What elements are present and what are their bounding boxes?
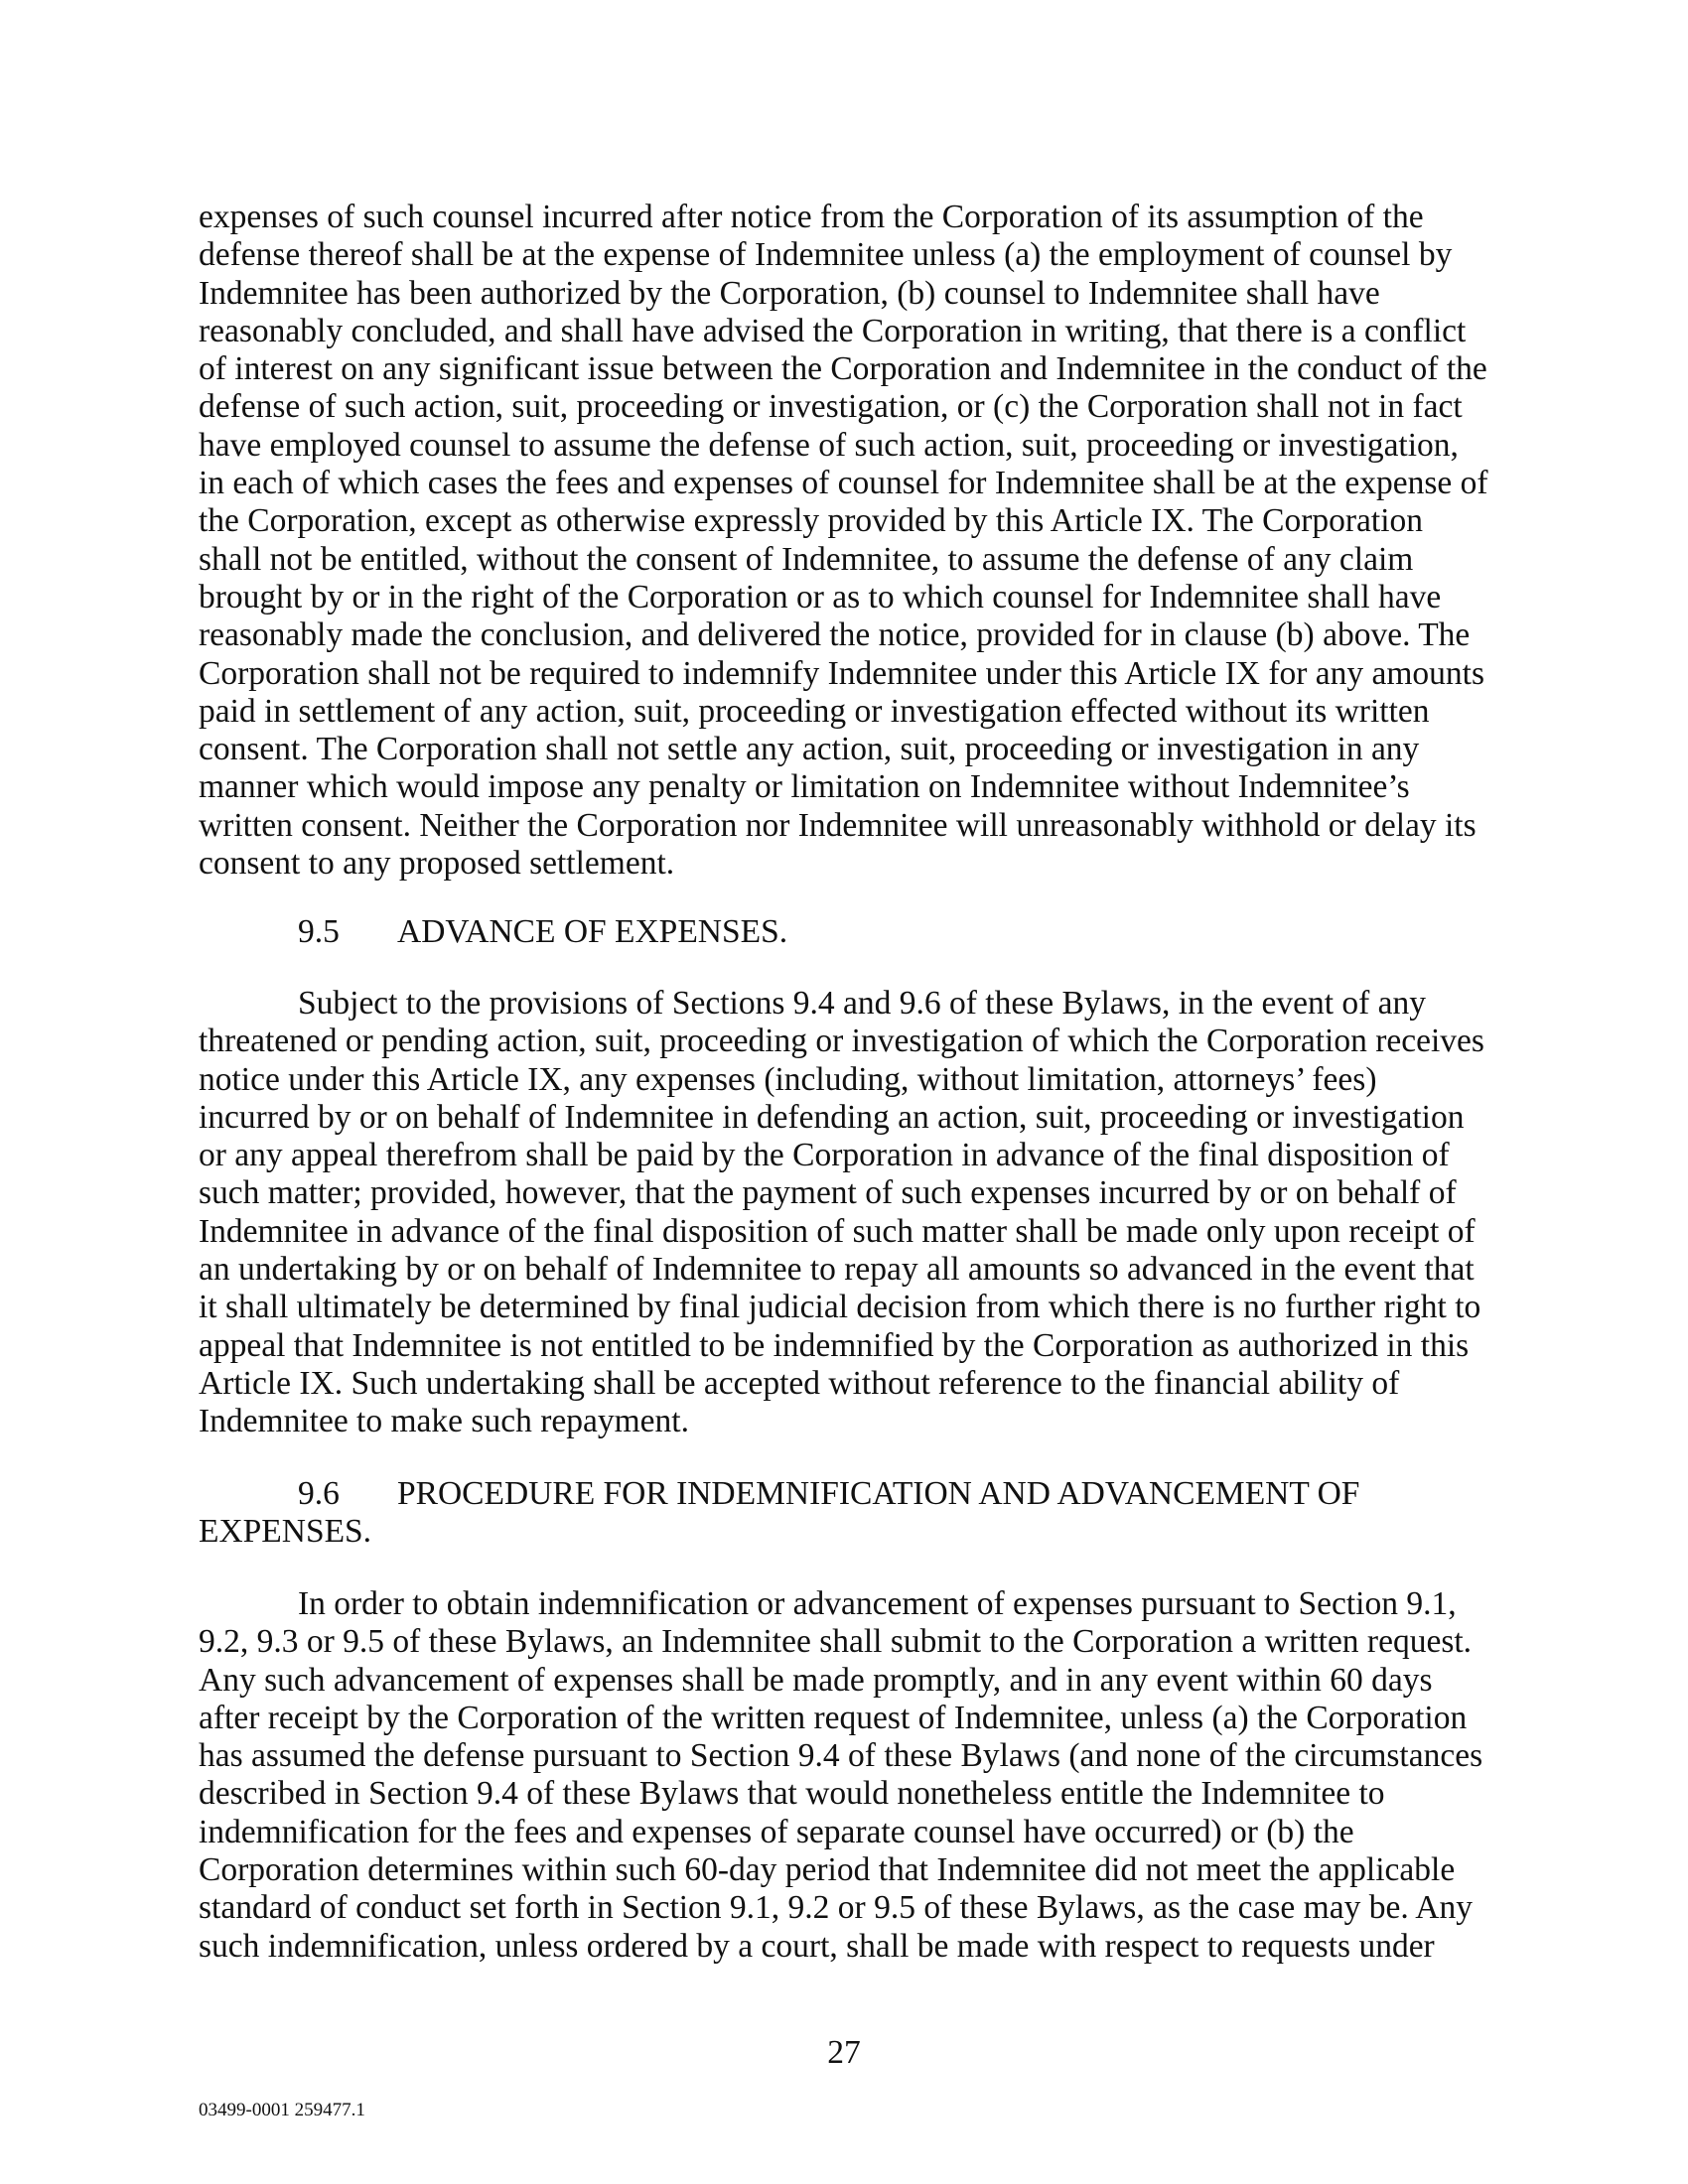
- document-id: 03499-0001 259477.1: [199, 2100, 365, 2120]
- section-9-6-title: PROCEDURE FOR INDEMNIFICATION AND ADVANCEMENT OF EXPENSES.: [199, 1475, 1360, 1551]
- section-9-5-title: ADVANCE OF EXPENSES.: [397, 913, 788, 950]
- continuation-paragraph: expenses of such counsel incurred after notice from the Corporation of its assumption of the defense thereof shall be at the expense of Indemnitee unless (a) the employment of counsel by Indemnitee has been authorized by the Corporation, (b) counsel to Indemnitee shall have reasonably concluded, and shall have advised the Corporation in writing, that there is a conflict of interest on any significant issue between the Corporation and Indemnitee in the conduct of the defense of such action, suit, proceeding or investigation, or (c) the Corporation shall not in fact have employed counsel to assume the defense of such action, suit, proceeding or investigation, in each of which cases the fees and expenses of counsel for Indemnitee shall be at the expense of the Corporation, except as otherwise expressly provided by this Article IX. The Corporation shall not be entitled, without the consent of Indemnitee, to assume the defense of any claim brought by or in the right of the Corporation or as to which counsel for Indemnitee shall have reasonably made the conclusion, and delivered the notice, provided for in clause (b) above. The Corporation shall not be required to indemnify Indemnitee under this Article IX for any amounts paid in settlement of any action, suit, proceeding or investigation effected without its written consent. The Corporation shall not settle any action, suit, proceeding or investigation in any manner which would impose any penalty or limitation on Indemnitee without Indemnitee’s written consent. Neither the Corporation nor Indemnitee will unreasonably withhold or delay its consent to any proposed settlement.: [199, 199, 1488, 883]
- section-9-5-number: 9.5: [298, 913, 340, 950]
- page-number: 27: [827, 2034, 861, 2071]
- section-9-5-paragraph: Subject to the provisions of Sections 9.4 and 9.6 of these Bylaws, in the event of any threatened or pending action, suit, proceeding or investigation of which the Corporation receives notice under this Article IX, any expenses (including, without limitation, attorneys’ fees) incurred by or on behalf of Indemnitee in defending an action, suit, proceeding or investigation or any appeal therefrom shall be paid by the Corporation in advance of the final disposition of such matter; provided, however, that the payment of such expenses incurred by or on behalf of Indemnitee in advance of the final disposition of such matter shall be made only upon receipt of an undertaking by or on behalf of Indemnitee to repay all amounts so advanced in the event that it shall ultimately be determined by final judicial decision from which there is no further right to appeal that Indemnitee is not entitled to be indemnified by the Corporation as authorized in this Article IX. Such undertaking shall be accepted without reference to the financial ability of Indemnitee to make such repayment.: [199, 985, 1484, 1440]
- section-9-5-heading: [199, 913, 1489, 951]
- section-9-6-number: 9.6: [298, 1475, 340, 1512]
- section-9-6-heading: [199, 1475, 1489, 1552]
- section-9-6-paragraph: In order to obtain indemnification or advancement of expenses pursuant to Section 9.1, 9.2, 9.3 or 9.5 of these Bylaws, an Indemnitee shall submit to the Corporation a written request. Any such advancement of expenses shall be made promptly, and in any event within 60 days after receipt by the Corporation of the written request of Indemnitee, unless (a) the Corporation has assumed the defense pursuant to Section 9.4 of these Bylaws (and none of the circumstances described in Section 9.4 of these Bylaws that would nonetheless entitle the Indemnitee to indemnification for the fees and expenses of separate counsel have occurred) or (b) the Corporation determines within such 60-day period that Indemnitee did not meet the applicable standard of conduct set forth in Section 9.1, 9.2 or 9.5 of these Bylaws, as the case may be. Any such indemnification, unless ordered by a court, shall be made with respect to requests under: [199, 1585, 1483, 1965]
